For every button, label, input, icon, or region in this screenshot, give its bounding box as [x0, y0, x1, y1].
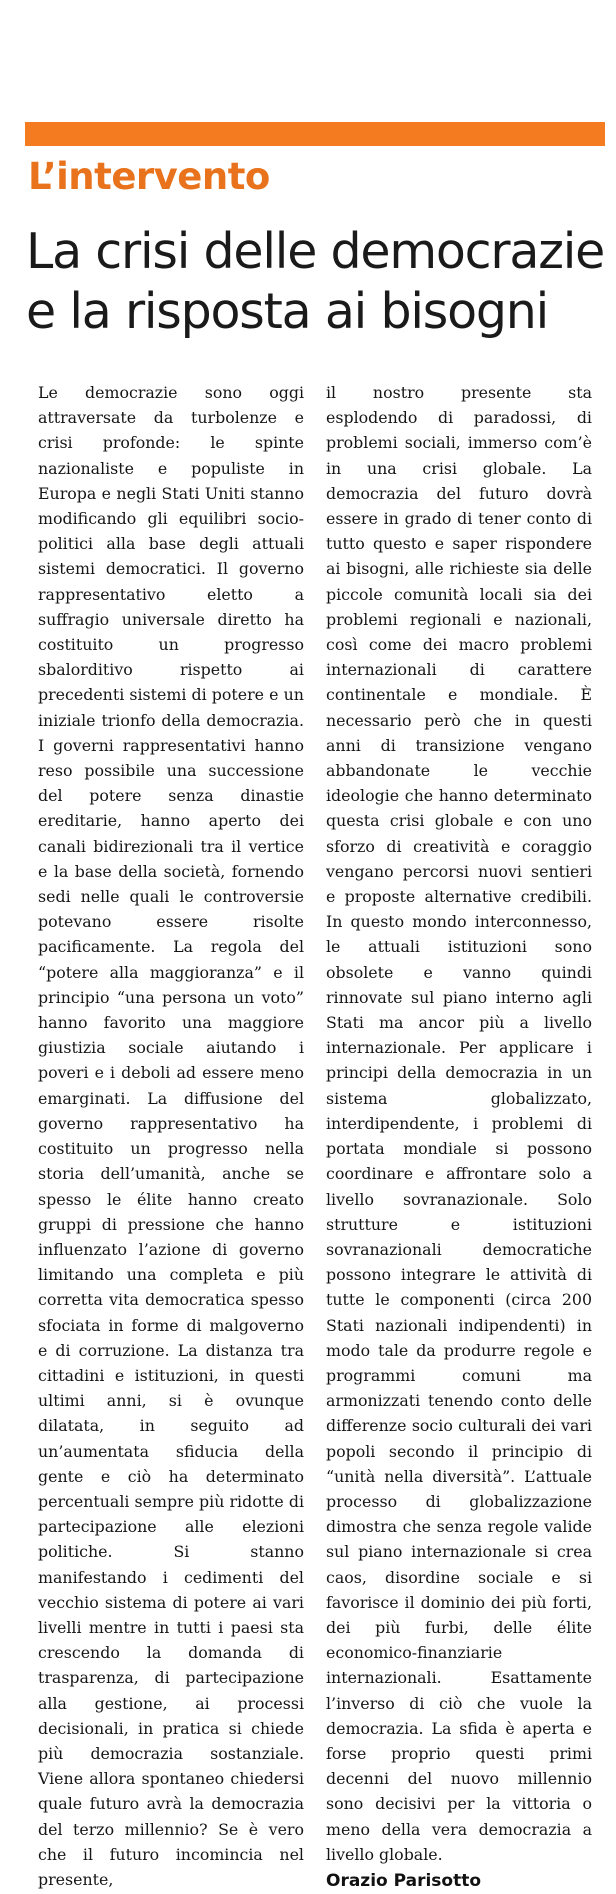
column-left-text: Le democrazie sono oggi attraversate da turbolenze e crisi profonde: le spinte nazionaliste e populiste in Europa e negli Stati Uniti stanno modificando gli equilibri socio-politici alla base degli attuali sistemi democratici. Il governo rappresentativo eletto a suffragio universale diretto ha costituito un progresso sbalorditivo rispetto ai precedenti sistemi di potere e un iniziale trionfo della democrazia. I governi rappresentativi hanno reso possibile una successione del potere senza dinastie ereditarie, hanno aperto dei canali bidirezionali tra il vertice e la base della società, fornendo sedi nelle quali le controversie potevano essere risolte pacificamente. La regola del “potere alla maggioranza” e il principio “una persona un voto” hanno favorito una maggiore giustizia sociale aiutando i poveri e i deboli ad essere meno emarginati. La diffusione del governo rappresentativo ha costituito un progresso nella storia dell’umanità, anche se spesso le élite hanno creato gruppi di pressione che hanno influenzato l’azione di governo limitando una completa e più corretta vita democratica spesso sfociata in forme di malgoverno e di corruzione. La distanza tra cittadini e istituzioni, in questi ultimi anni, si è ovunque dilatata, in seguito ad un’aumentata sfiducia della gente e ciò ha determinato percentuali sempre più ridotte di partecipazione alle elezioni politiche. Si stanno manifestando i cedimenti del vecchio sistema di potere ai vari livelli mentre in tutti i paesi sta crescendo la domanda di trasparenza, di partecipazione alla gestione, ai processi decisionali, in pratica si chiede più democrazia sostanziale. Viene allora spontaneo chiedersi quale futuro avrà la democrazia del terzo millennio? Se è vero che il futuro incomincia nel presente, [38, 383, 304, 1889]
headline-line-2: e la risposta ai bisogni [26, 283, 549, 340]
article-column-left [38, 380, 304, 1892]
article-body [38, 380, 604, 1891]
section-label: L’intervento [28, 155, 270, 198]
section-accent-bar [25, 122, 605, 146]
article-column-right [326, 380, 592, 1894]
column-right-text: il nostro presente sta esplodendo di paradossi, di problemi sociali, immerso com’è in una crisi globale. La democrazia del futuro dovrà essere in grado di tener conto di tutto questo e saper rispondere ai bisogni, alle richieste sia delle piccole comunità locali sia dei problemi regionali e nazionali, così come dei macro problemi internazionali di carattere continentale e mondiale. È necessario però che in questi anni di transizione vengano abbandonate le vecchie ideologie che hanno determinato questa crisi globale e con uno sforzo di creatività e coraggio vengano percorsi nuovi sentieri e proposte alternative credibili. In questo mondo interconnesso, le attuali istituzioni sono obsolete e vanno quindi rinnovate sul piano interno agli Stati ma ancor più a livello internazionale. Per applicare i principi della democrazia in un sistema globalizzato, interdipendente, i problemi di portata mondiale si possono coordinare e affrontare solo a livello sovranazionale. Solo strutture e istituzioni sovranazionali democratiche possono integrare le attività di tutte le componenti (circa 200 Stati nazionali indipendenti) in modo tale da produrre regole e programmi comuni ma armonizzati tenendo conto delle differenze socio culturali dei vari popoli secondo il principio di “unità nella diversità”. L’attuale processo di globalizzazione dimostra che senza regole valide sul piano internazionale si crea caos, disordine sociale e si favorisce il dominio dei più forti, dei più furbi, delle élite economico-finanziarie internazionali. Esattamente l’inverso di ciò che vuole la democrazia. La sfida è aperta e forse proprio questi primi decenni del nuovo millennio sono decisivi per la vittoria o meno della vera democrazia a livello globale. [326, 383, 592, 1864]
author-byline: Orazio Parisotto [326, 1870, 482, 1891]
article-headline [26, 222, 606, 342]
headline-line-1: La crisi delle democrazie [26, 223, 605, 280]
